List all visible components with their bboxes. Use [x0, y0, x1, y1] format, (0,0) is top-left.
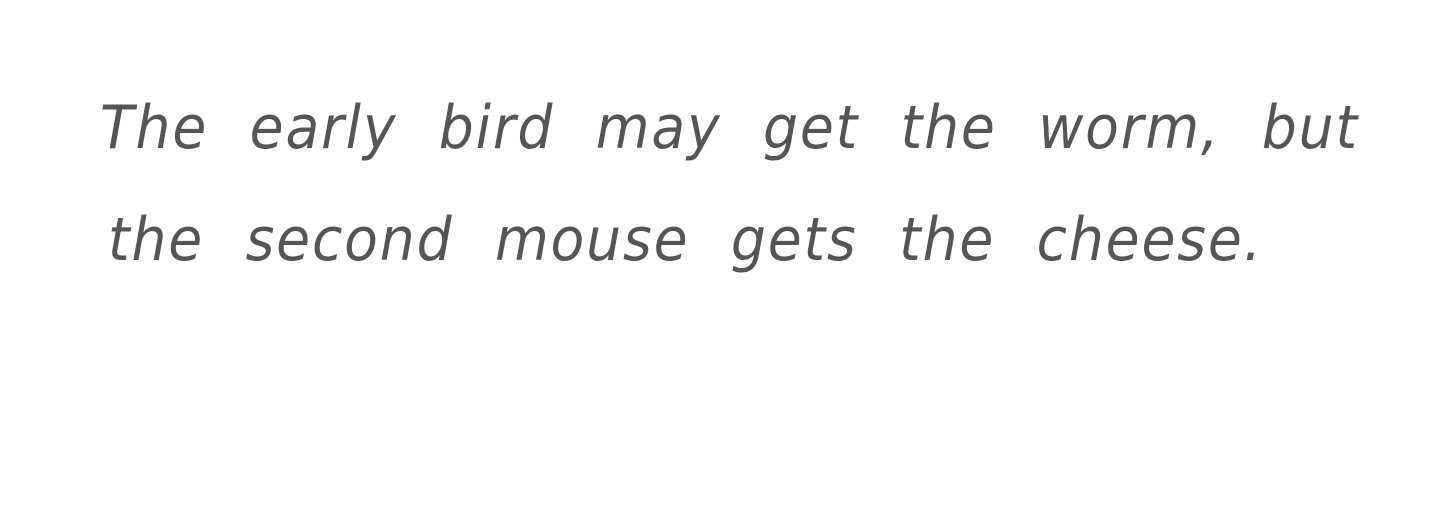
handwritten-line-1: The early bird may get the worm, but	[100, 93, 1359, 163]
handwritten-line-2: the second mouse gets the cheese.	[108, 205, 1264, 275]
